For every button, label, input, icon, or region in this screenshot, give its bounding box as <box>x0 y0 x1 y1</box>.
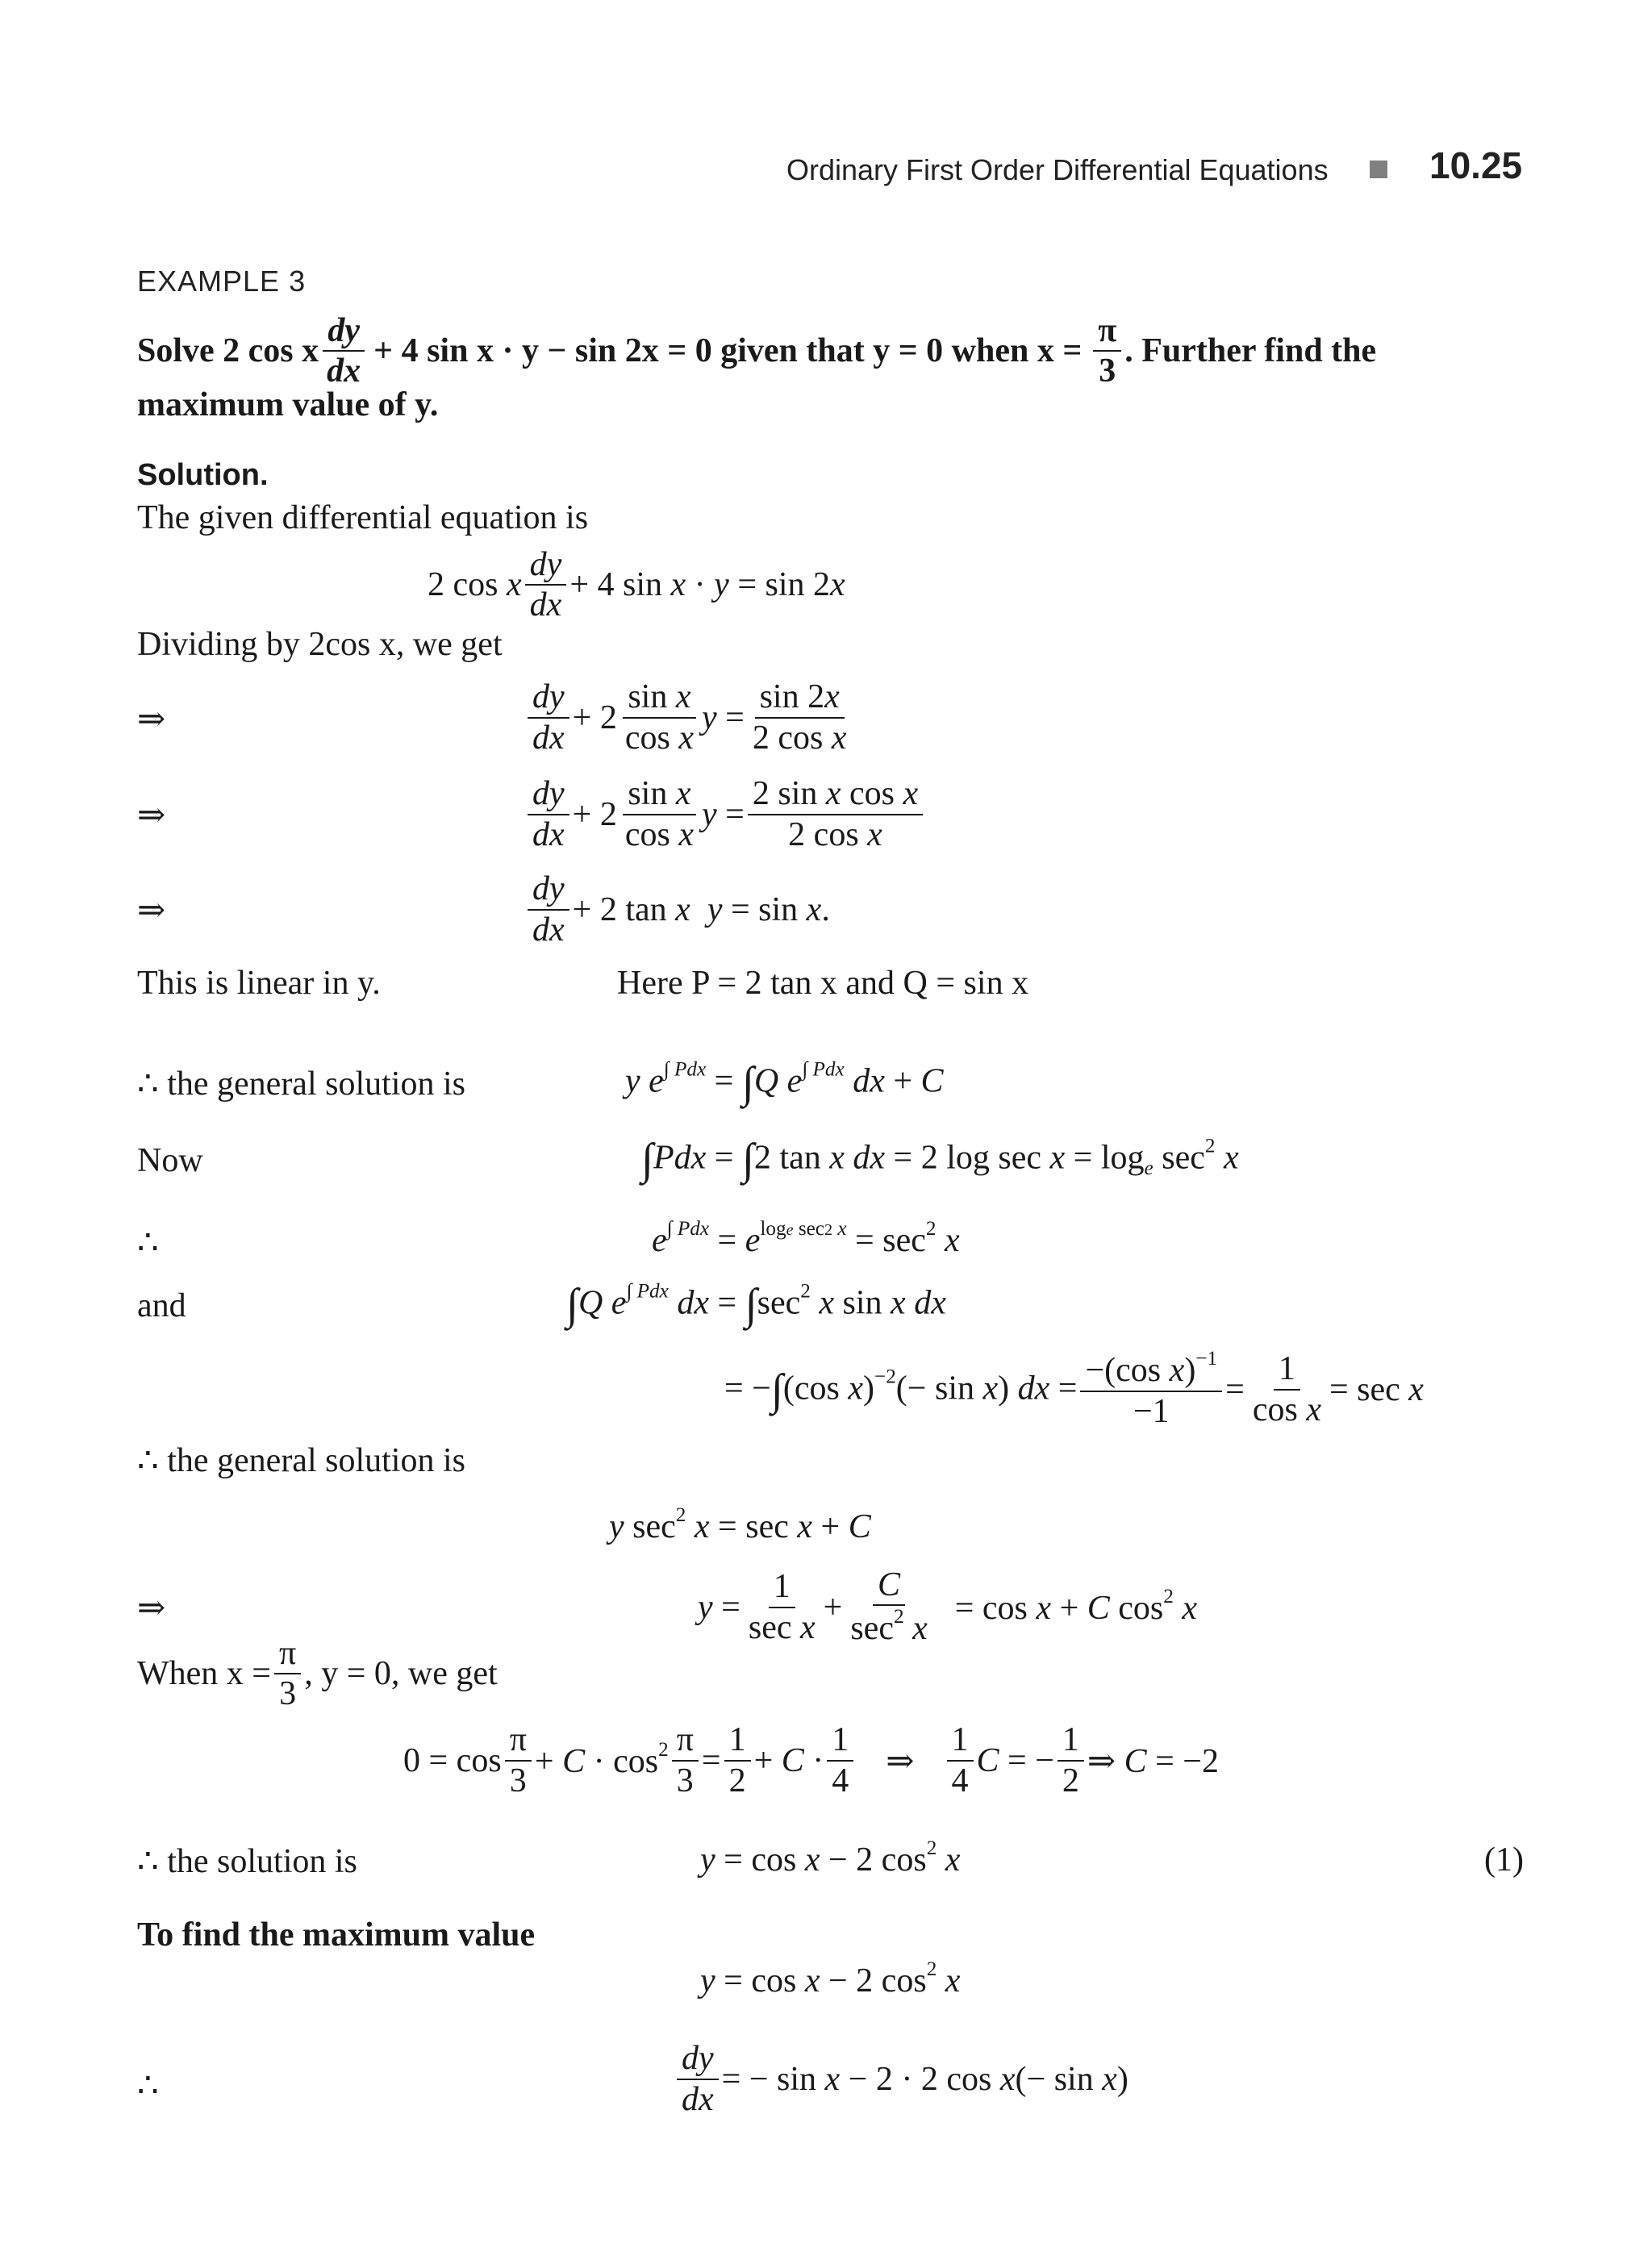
here-pq-text: Here P = 2 tan x and Q = sin x <box>617 965 1029 1002</box>
when-suffix: , y = 0, we get <box>304 1655 498 1692</box>
dividing-text: Dividing by 2cos x, we get <box>137 626 503 663</box>
frac-num: dy <box>323 311 365 352</box>
running-title: Ordinary First Order Differential Equations <box>786 153 1329 186</box>
initial-condition: When x = $\frac{\pi}{3}$ , y = 0, we get <box>137 1634 498 1712</box>
equation-step-3: dy dx + 2 tan x y = sin x. <box>524 863 830 956</box>
pi-den: 3 <box>1099 352 1116 390</box>
general-solution-formula: y $e^{\int Pdx} = \int Q$ $e^{\int Pdx}$ dx + C <box>625 1057 944 1107</box>
integral-evaluation: = −∫(cos x)$^{-2}$(− sin x) dx = $\frac{-(\cos x)^{-1}}{-1}$ = $\frac{1}{\text{cos x}}$ = sec x <box>724 1348 1424 1430</box>
integral-q: ∫Q $e^{\int Pdx}$ dx = $\int\sec^2$ x sin x dx <box>566 1279 946 1328</box>
intro-text: The given differential equation is <box>137 499 589 536</box>
problem-statement <box>137 306 1376 395</box>
y-expression: y = 1 sec x + C $\sec^2 x$ = cos x + C $\cos^2 x$ <box>698 1566 1198 1648</box>
solution-heading: Solution. <box>137 458 269 492</box>
linear-text: This is linear in y. <box>137 965 381 1002</box>
general-solution-label-2: ∴ the general solution is <box>137 1442 465 1479</box>
therefore-symbol: ∴ <box>137 1224 159 1261</box>
therefore-symbol-2: ∴ <box>137 2067 159 2104</box>
implies-symbol: ⇒ <box>137 797 166 834</box>
general-solution-result: y $\sec^2 x = \sec x + C$ <box>609 1504 871 1546</box>
example-label: EXAMPLE 3 <box>137 265 307 298</box>
pi-num: π <box>1093 311 1121 352</box>
equation-original: 2 cos x dy dx + 4 sin x · y = sin 2x <box>428 545 845 623</box>
implies-symbol: ⇒ <box>137 892 166 929</box>
max-equation: y = cos x − 2 $\cos^2 x$ <box>700 1958 961 2000</box>
general-solution-label: ∴ the general solution is <box>137 1065 465 1103</box>
particular-solution: y = cos x − 2 $\cos^2 x$ <box>700 1837 961 1879</box>
problem-statement-line2: maximum value of y. <box>137 386 439 423</box>
implies-symbol: ⇒ <box>137 701 166 738</box>
square-marker-icon <box>1370 161 1387 178</box>
pi-over-three <box>1093 311 1121 391</box>
frac-den: dx <box>327 352 361 390</box>
and-label: and <box>137 1287 186 1324</box>
statement-part-2: + 4 sin x · y − sin 2x = 0 given that y = 0 when x = <box>373 332 1083 369</box>
constant-evaluation: 0 = cos π 3 + $C \cdot \cos^2$ $\frac{\pi}{3}$ = $\frac{1}{2}$ + C · 1 4 ⇒ 1 4 C = − $\frac{1}{2}$ ⇒ C = −2 <box>403 1721 1219 1799</box>
when-prefix: When x = <box>137 1655 271 1692</box>
now-label: Now <box>137 1142 203 1179</box>
equation-step-2: dy dx + 2 sin x cos x y = $\frac{\text{2 sin x cos x}}{\text{2 cos x}}$ <box>524 768 926 861</box>
derivative-equation: $\frac{dy}{dx}$ = − sin x − 2 · 2 cos x(− sin x) <box>674 2033 1128 2125</box>
statement-part-3: . Further find the <box>1124 332 1377 369</box>
running-header <box>786 153 1329 187</box>
page-number: 10.25 <box>1429 144 1523 186</box>
integral-p: ∫Pdx = ∫2 tan x dx = 2 $\log \sec x = \log_e \sec^2 x$ <box>641 1134 1239 1183</box>
equation-step-1: dy dx + 2 sin x cos x y = $\frac{\sin 2x}{\text{2 cos x}}$ <box>524 671 855 764</box>
solution-is-label: ∴ the solution is <box>137 1843 357 1880</box>
implies-symbol: ⇒ <box>137 1590 166 1627</box>
derivative-fraction <box>322 311 365 391</box>
equation-tag: (1) <box>1484 1841 1524 1879</box>
max-heading: To find the maximum value <box>137 1916 536 1954</box>
integrating-factor: $e^{\int Pdx} = e^{loge sec2 x} = \sec^2 x$ <box>652 1218 960 1260</box>
statement-part-1: Solve 2 cos x <box>137 332 319 369</box>
